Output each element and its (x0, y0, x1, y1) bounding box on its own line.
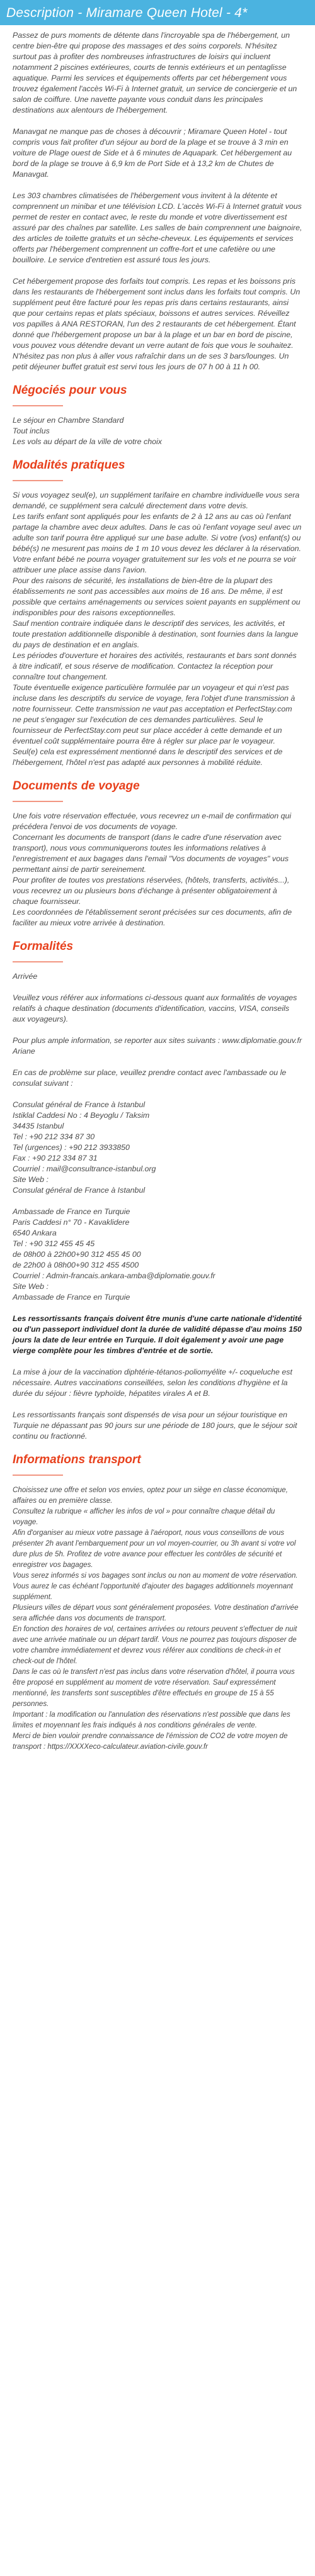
content (0, 25, 315, 1752)
text-line: Afin d'organiser au mieux votre passage à l'aéroport, nous vous conseillons de vous présenter 2h avant l'embarquement pour un vol moyen-courrier, ou 3h avant si votre vol dure plus de 5h. Profitez de votre avance pour effectuer les contrôles de sécurité et enregistrer vos bagages. (13, 1529, 296, 1569)
formalites-paragraph: En cas de problème sur place, veuillez prendre contact avec l'ambassade ou le consulat suivant : (13, 1068, 287, 1088)
text-line: Une fois votre réservation effectuée, vous recevrez un e-mail de confirmation qui précédera l'envoi de vos documents de voyage. (13, 811, 292, 831)
negocies-list (13, 415, 302, 447)
formalites-paragraph: La mise à jour de la vaccination diphtérie-tétanos-poliomyélite +/- coqueluche est nécessaire. Autres vaccinations conseillées, selon les conditions d'hygiène et la durée du séjour : fièvre typhoïde, hépatites virales A et B. (13, 1368, 292, 1398)
section-rule (13, 1475, 63, 1476)
list-item: Le séjour en Chambre Standard (13, 416, 124, 425)
text-line: Concernant les documents de transport (dans le cadre d'une réservation avec transport), nous vous communiquerons toutes les informations relatives à l'enregistrement et aux bagages dans l'email "Vos documents de voyages" vous permettant ainsi de partir sereinement. (13, 833, 289, 874)
text-line: Consultez la rubrique « afficher les infos de vol » pour connaître chaque détail du voyage. (13, 1507, 275, 1526)
section-rule (13, 801, 63, 802)
text-line: Important : la modification ou l'annulation des réservations n'est possible que dans les limites et moyennant les frais indiqués à nos conditions générales de vente. (13, 1710, 290, 1729)
text-line: Toute éventuelle exigence particulière formulée par un voyageur et qui n'est pas incluse dans les descriptifs du service de voyage, fera l'objet d'une transmission à notre fournisseur. Cette transmission ne vaut pas acceptation et PerfectStay.com ne peut s'engager sur l'exécution de ces demandes particulières. Seul le fournisseur de PerfectStay.com peut sur place accéder à cette demande et un éventuel coût supplémentaire pourra être à régler sur place par le voyageur. (13, 683, 295, 745)
page-title: Description - Miramare Queen Hotel - 4* (0, 0, 315, 25)
section-title-transport: Informations transport (13, 1453, 141, 1466)
modalites-text (13, 490, 302, 768)
section-title-formalites: Formalités (13, 940, 74, 953)
text-line: Pour profiter de toutes vos prestations réservées, (hôtels, transferts, activités...), vous recevrez un ou plusieurs bons d'échange à présenter obligatoirement à chaque fournisseur. (13, 876, 290, 906)
formalites-paragraph: Les ressortissants français sont dispensés de visa pour un séjour touristique en Turquie ne dépassant pas 90 jours sur une période de 180 jours, que le séjour soit continu ou fractionné. (13, 1410, 297, 1441)
text-line: Les coordonnées de l'établissement seront précisées sur ces documents, afin de faciliter au mieux votre arrivée à destination. (13, 908, 292, 927)
text-line: En fonction des horaires de vol, certaines arrivées ou retours peuvent s'effectuer de nuit avec une arrivée matinale ou un départ tardif. Vous ne pourrez pas toujours disposer de votre chambre immédiatement et devrez vous référer aux conditions de check-in et check-out de l'hôtel. (13, 1625, 297, 1665)
text-line: Si vous voyagez seul(e), un supplément tarifaire en chambre individuelle vous sera demandé, ce supplément sera calculé directement dans votre devis. (13, 491, 300, 510)
formalites-paragraph (13, 1035, 302, 1057)
text-line: Choisissez une offre et selon vos envies, optez pour un siège en classe économique, affaires ou en première classe. (13, 1486, 288, 1505)
documents-text (13, 811, 302, 928)
text-line: Seul(e) cela est expressément mentionné dans le descriptif des services et de l'hébergement, l'hôtel n'est pas adapté aux personnes à mobilité réduite. (13, 747, 283, 767)
section-title-documents: Documents de voyage (13, 779, 140, 793)
text-line: Merci de bien vouloir prendre connaissance de l'émission de CO2 de votre moyen de transport : https://XXXXeco-calculateur.aviation-civile.gouv.fr (13, 1732, 288, 1751)
section-rule (13, 405, 63, 406)
intro-paragraph: Les 303 chambres climatisées de l'hébergement vous invitent à la détente et comprennent un minibar et une télévision LCD. L'accès Wi-Fi à Internet gratuit vous permet de rester en contact avec, le reste du monde et votre divertissement est assuré par des chaînes par satellite. Les salles de bain comprennent une baignoire, des articles de toilette gratuits et un sèche-cheveux. Les équipements et services offerts par l'hébergement comprennent un coffre-fort et une cafetière ou une bouilloire. Le service d'entretien est assuré tous les jours. (13, 191, 302, 264)
section-title-negocies: Négociés pour vous (13, 384, 127, 397)
ambassade-block: Ambassade de France en Turquie Paris Caddesi n° 70 - Kavaklidere 6540 Ankara Tel : +90 312 455 45 45 de 08h00 à 22h00+90 312 455 45 00 de 22h00 à 08h00+90 312 455 4500 Courriel : Admin-francais.ankara-amba@diplomatie.gouv.fr Site Web : Ambassade de France en Turquie (13, 1207, 215, 1302)
text-line: Vous serez informés si vos bagages sont inclus ou non au moment de votre réservation. (13, 1571, 298, 1580)
intro-paragraph: Manavgat ne manque pas de choses à découvrir ; Miramare Queen Hotel - tout compris vous fait profiter d'un séjour au bord de la plage et se trouve à 3 min en voiture de Plage ouest de Side et à 6 minutes de Aquapark. Cet hébergement au bord de la plage se trouve à 6,9 km de Port Side et à 13,2 km de Chutes de Manavgat. (13, 127, 292, 179)
intro-paragraph: Passez de purs moments de détente dans l'incroyable spa de l'hébergement, un centre bien-être qui propose des massages et des soins corporels. N'hésitez surtout pas à profiter des nombreuses infrastructures de loisirs qui incluent notamment 2 piscines extérieures, courts de tennis extérieurs et un pentaglisse aquatique. Parmi les services et équipements offerts par cet hébergement vous trouvez également l'accès Wi-Fi à Internet gratuit, un service de conciergerie et un salon de coiffure. Une navette payante vous conduit dans les principales destinations aux alentours de l'hébergement. (13, 31, 297, 114)
transport-text (13, 1485, 302, 1752)
list-item: Tout inclus (13, 427, 50, 435)
text-line: Sauf mention contraire indiquée dans le descriptif des services, les activités, et toute prestation additionnelle disponible à destination, sont fournies dans la langue du pays de destination et en anglais. (13, 619, 299, 649)
section-rule (13, 480, 63, 481)
formalites-bold: Les ressortissants français doivent être munis d'une carte nationale d'identité ou d'un passeport individuel dont la durée de validité dépasse d'au moins 150 jours la date de leur entrée en Turquie. Il doit également y avoir une page vierge complète pour les timbres d'entrée et de sortie. (13, 1314, 302, 1355)
formalites-paragraph: Veuillez vous référer aux informations ci-dessous quant aux formalités de voyages relatifs à chaque destination (documents d'identification, vaccins, VISA, conseils aux voyageurs). (13, 993, 297, 1023)
text-line: Plusieurs villes de départ vous sont généralement proposées. Votre destination d'arrivée sera affichée dans vos documents de transport. (13, 1603, 299, 1622)
list-item: Les vols au départ de la ville de votre choix (13, 437, 162, 446)
text-line: Les périodes d'ouverture et horaires des activités, restaurants et bars sont donnés à titre indicatif, et sous réserve de modification. Contactez la réception pour connaître tout changement. (13, 651, 297, 681)
section-title-modalites: Modalités pratiques (13, 459, 125, 472)
intro-paragraph: Cet hébergement propose des forfaits tout compris. Les repas et les boissons pris dans les restaurants de l'hébergement sont inclus dans les forfaits tout compris. Un supplément peut être facturé pour les repas pris dans certains restaurants, ainsi que pour certains repas et plats spéciaux, boissons et autres services. Réveillez vos papilles à ANA RESTORAN, l'un des 2 restaurants de cet hébergement. Étant donné que l'hébergement propose un bar à la plage et un bar en bord de piscine, vous pouvez vous détendre devant un verre autant de fois que vous le souhaitez. N'hésitez pas non plus à aller vous rafraîchir dans un de ses 3 bars/lounges. Un petit déjeuner buffet gratuit est servi tous les jours de 07 h 00 à 11 h 00. (13, 277, 301, 371)
text-line: Dans le cas où le transfert n'est pas inclus dans votre réservation d'hôtel, il pourra vous être proposé en supplément au moment de votre réservation. Sauf expressément mentionné, les transferts sont susceptibles d'être effectués en groupe de 15 à 55 personnes. (13, 1668, 295, 1708)
text-line: Vous aurez le cas échéant l'opportunité d'ajouter des bagages additionnels moyennant supplément. (13, 1582, 293, 1601)
text-line: Pour plus ample information, se reporter aux sites suivants : www.diplomatie.gouv.fr (13, 1036, 302, 1045)
formalites-intro: Arrivée (13, 972, 38, 981)
text-line: Les tarifs enfant sont appliqués pour les enfants de 2 à 12 ans au cas où l'enfant partage la chambre avec deux adultes. Dans le cas où l'enfant voyage seul avec un adulte son tarif pourra être appliqué sur une base adulte. Si votre (vos) enfant(s) ou bébé(s) ne mesurent pas moins de 1 m 10 vous devez les déclarer à la réservation. Votre enfant bébé ne pourra voyager gratuitement sur les vols et ne pourra se voir attribuer une place assise dans l'avion. (13, 512, 302, 574)
text-line: Ariane (13, 1047, 35, 1056)
text-line: Pour des raisons de sécurité, les installations de bien-être de la plupart des établissements ne sont pas accessibles aux moins de 16 ans. De même, il est possible que certains aménagements ou services soient payants en supplément ou indisponibles pour des raisons exceptionnelles. (13, 576, 301, 617)
section-rule (13, 961, 63, 962)
consulat-block: Consulat général de France à Istanbul Istiklal Caddesi No : 4 Beyoglu / Taksim 34435 Istanbul Tel : +90 212 334 87 30 Tel (urgences) : +90 212 3933850 Fax : +90 212 334 87 31 Courriel : mail@consultrance-istanbul.org Site Web : Consulat général de France à Istanbul (13, 1100, 156, 1195)
